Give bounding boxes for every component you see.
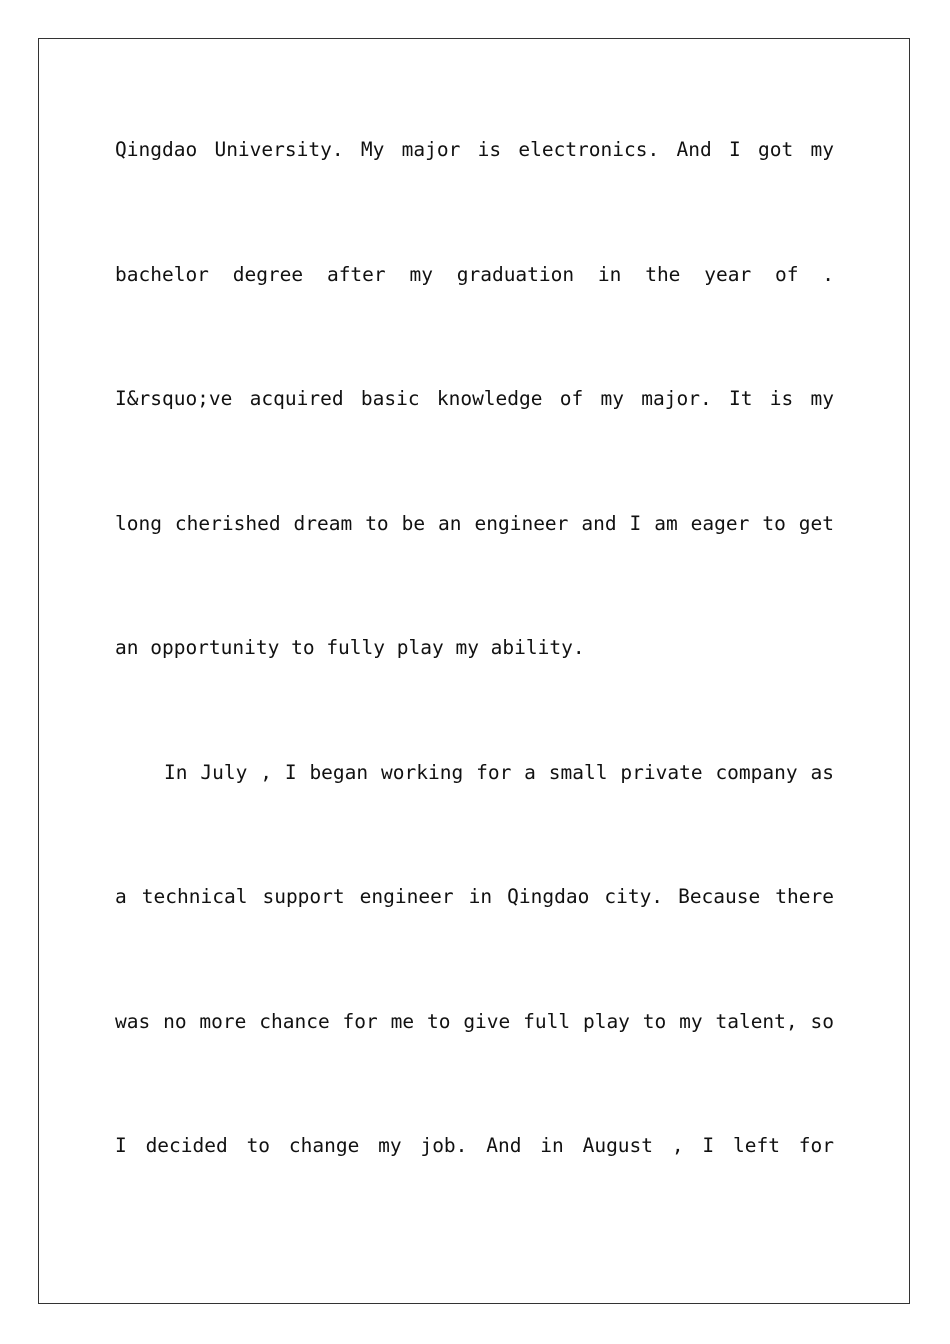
- page-frame: [38, 38, 910, 1304]
- text-line: long cherished dream to be an engineer and I am eager to get: [115, 512, 834, 535]
- text-line: I&rsquo;ve acquired basic knowledge of my major. It is my: [115, 387, 834, 410]
- text-line: was no more chance for me to give full play to my talent, so: [115, 1010, 834, 1033]
- text-line: an opportunity to fully play my ability.: [115, 636, 585, 659]
- text-line: I decided to change my job. And in August , I left for: [115, 1134, 834, 1157]
- text-line: bachelor degree after my graduation in the year of .: [115, 263, 834, 286]
- text-line: a technical support engineer in Qingdao city. Because there: [115, 885, 834, 908]
- text-line: Qingdao University. My major is electronics. And I got my: [115, 138, 834, 161]
- paragraph-start-line: In July , I began working for a small private company as: [164, 761, 834, 784]
